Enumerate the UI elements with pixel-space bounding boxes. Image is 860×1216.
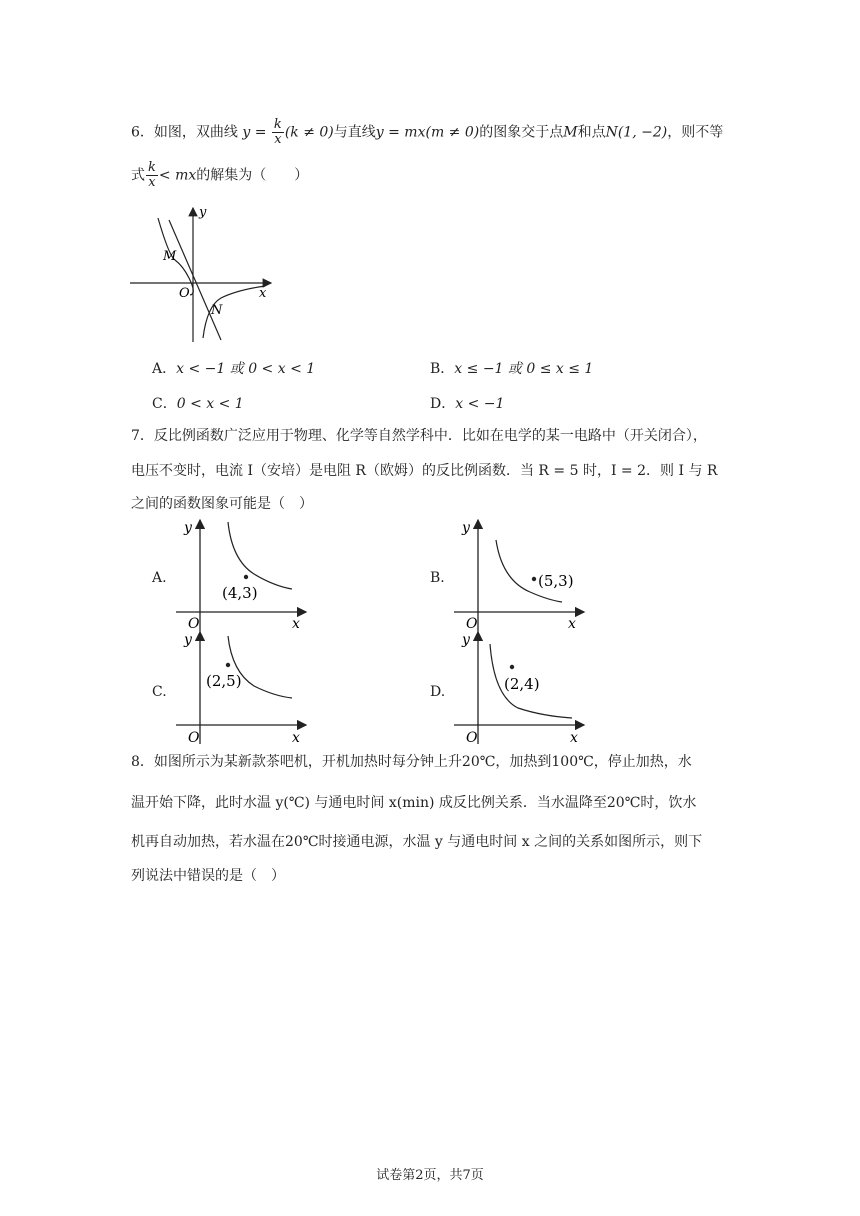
q8-line4: 列说法中错误的是（ ）	[131, 868, 285, 884]
q7-graph-d[interactable]	[448, 628, 588, 746]
q7d-label-y: y	[462, 632, 470, 648]
q6-label-o: O	[179, 286, 190, 301]
q7a-curve	[228, 522, 292, 589]
q7b-point-dot	[532, 577, 536, 581]
q7-option-a-letter[interactable]: A.	[152, 570, 167, 586]
page-footer: 试卷第2页，共7页	[376, 1168, 484, 1183]
q6-figure	[125, 200, 285, 345]
q6-option-b[interactable]: B．x ≤ −1 或 0 ≤ x ≤ 1	[430, 361, 594, 377]
q8-line2: 温开始下降，此时水温 y(℃) 与通电时间 x(min) 成反比例关系．当水温降至20℃时，饮水	[131, 795, 697, 811]
q7a-point-label: (4,3)	[222, 584, 258, 602]
q7-graph-c[interactable]	[170, 628, 310, 746]
q6-line1: 6．如图，双曲线 y = $\frac{k}{x}$ (k ≠ 0)与直线y = mx(m ≠ 0)的图象交于点M和点N(1, −2)，则不等	[131, 117, 724, 147]
q7-graph-b[interactable]	[448, 516, 588, 634]
q7b-curve	[496, 540, 562, 602]
q7-option-c-letter[interactable]: C.	[152, 684, 167, 700]
q7b-label-o: O	[466, 616, 478, 632]
q7c-label-o: O	[188, 730, 200, 746]
q6-label-m: M	[163, 249, 177, 264]
q7-option-d-letter[interactable]: D.	[430, 684, 446, 700]
q7-line3: 之间的函数图象可能是（ ）	[131, 496, 313, 512]
q7b-point-label: (5,3)	[538, 572, 574, 590]
q7-graph-a[interactable]	[170, 516, 310, 634]
q7-option-b-letter[interactable]: B.	[430, 570, 445, 586]
q6-option-c[interactable]: C．0 < x < 1	[152, 396, 244, 412]
q7c-label-y: y	[184, 632, 192, 648]
q6-label-x: x	[259, 286, 267, 301]
q7d-point-dot	[510, 665, 514, 669]
q8-line1: 8．如图所示为某新款茶吧机，开机加热时每分钟上升20℃，加热到100℃，停止加热，水	[131, 754, 692, 770]
q7c-point-dot	[226, 663, 230, 667]
q7a-label-o: O	[188, 616, 200, 632]
q6-line2: 式 $\frac{k}{x}$ < mx的解集为（ ）	[131, 160, 309, 190]
q6-option-a[interactable]: A．x < −1 或 0 < x < 1	[152, 361, 316, 377]
q7c-label-x: x	[292, 730, 300, 746]
q7d-label-x: x	[570, 730, 578, 746]
q7-line1: 7．反比例函数广泛应用于物理、化学等自然学科中．比如在电学的某一电路中（开关闭合），	[131, 428, 707, 444]
fraction-k-over-x: $\frac{k}{x}$	[273, 117, 282, 147]
q7b-label-x: x	[568, 616, 576, 632]
q7b-label-y: y	[462, 520, 470, 536]
q7a-point-dot	[244, 575, 248, 579]
q7c-point-label: (2,5)	[206, 672, 242, 690]
q7-line2: 电压不变时，电流 I（安培）是电阻 R（欧姆）的反比例函数．当 R = 5 时，I = 2．则 I 与 R	[131, 463, 718, 479]
q7a-label-y: y	[184, 520, 192, 536]
q6-line-mx	[169, 220, 221, 340]
q6-option-d[interactable]: D．x < −1	[430, 396, 505, 412]
q7d-label-o: O	[466, 730, 478, 746]
q7a-label-x: x	[292, 616, 300, 632]
q7d-point-label: (2,4)	[504, 675, 540, 693]
q8-line3: 机再自动加热，若水温在20℃时接通电源，水温 y 与通电时间 x 之间的关系如图所示，则下	[131, 834, 703, 850]
fraction-k-over-x-2: $\frac{k}{x}$	[148, 160, 156, 190]
q6-label-y: y	[199, 205, 207, 220]
q6-label-n: N	[211, 303, 223, 318]
